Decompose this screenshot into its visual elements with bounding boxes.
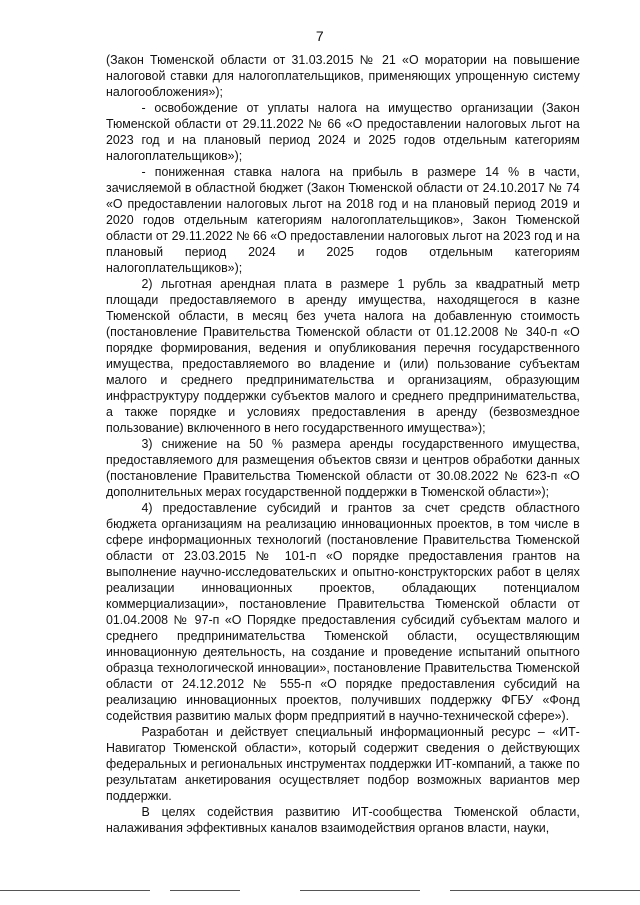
paragraph-reduced-profit-tax: - пониженная ставка налога на прибыль в размере 14 % в части, зачисляемой в областной бюджет (Закон Тюменской области от 24.10.2017 № 74 «О предоставлении налоговых льгот на 2018 год и на плановый период 2019 и 2020 годов отдельным категориям налогоплательщиков», Закон Тюменской области от 29.11.2022 № 66 «О предоставлении налоговых льгот на 2023 год и на плановый период 2024 и 2025 годов отдельным категориям налогоплательщиков»); xyxy=(106,165,580,275)
paragraph-moratorium-law: (Закон Тюменской области от 31.03.2015 № 21 «О моратории на повышение налоговой ставки для налогоплательщиков, применяющих упрощенную систему налогообложения»); xyxy=(106,53,580,99)
paragraph-rent-reduction: 3) снижение на 50 % размера аренды государственного имущества, предоставляемого для размещения объектов связи и центров обработки данных (постановление Правительства Тюменской области от 30.08.2022 № 623-п «О дополнительных мерах государственной поддержки в Тюменской области»); xyxy=(106,437,580,499)
page-number: 7 xyxy=(315,28,325,44)
paragraph-it-community: В целях содействия развитию ИТ-сообщества Тюменской области, налаживания эффективных каналов взаимодействия органов власти, науки, xyxy=(106,805,580,835)
page-bottom-rule xyxy=(0,890,640,891)
document-body xyxy=(106,52,580,836)
paragraph-it-navigator: Разработан и действует специальный информационный ресурс – «ИТ-Навигатор Тюменской области», который содержит сведения о действующих федеральных и региональных инструментах поддержки ИТ-компаний, а также по результатам анкетирования осуществляет подбор возможных вариантов мер поддержки. xyxy=(106,725,580,803)
paragraph-property-tax-exemption: - освобождение от уплаты налога на имущество организации (Закон Тюменской области от 29.11.2022 № 66 «О предоставлении налоговых льгот на 2023 год и на плановый период 2024 и 2025 годов отдельным категориям налогоплательщиков»); xyxy=(106,101,580,163)
paragraph-preferential-rent: 2) льготная арендная плата в размере 1 рубль за квадратный метр площади предоставляемого в аренду имущества, находящегося в казне Тюменской области, в месяц без учета налога на добавленную стоимость (постановление Правительства Тюменской области от 01.12.2008 № 340-п «О порядке формирования, ведения и опубликования перечня государственного имущества, предоставляемого во владение и (или) пользование субъектам малого и среднего предпринимательства и организациям, образующим инфраструктуру поддержки субъектов малого и среднего предпринимательства, а также порядке и условиях предоставления в аренду (безвозмездное пользование) включенного в него государственного имущества»); xyxy=(106,277,580,435)
paragraph-subsidies-grants: 4) предоставление субсидий и грантов за счет средств областного бюджета организациям на реализацию инновационных проектов, в том числе в сфере информационных технологий (постановление Правительства Тюменской области от 23.03.2015 № 101-п «О порядке предоставления грантов на выполнение научно-исследовательских и опытно-конструкторских работ в целях реализации инновационных проектов, обладающих потенциалом коммерциализации», постановление Правительства Тюменской области от 01.04.2008 № 97-п «О Порядке предоставления субсидий субъектам малого и среднего предпринимательства Тюменской области, осуществляющим инновационную деятельность, на создание и проведение испытаний опытного образца технологической инновации», постановление Правительства Тюменской области от 24.12.2012 № 555-п «О порядке предоставления субсидий на реализацию инновационных проектов, получивших поддержку ФГБУ «Фонд содействия развитию малых форм предприятий в научно-технической сфере»). xyxy=(106,501,580,723)
